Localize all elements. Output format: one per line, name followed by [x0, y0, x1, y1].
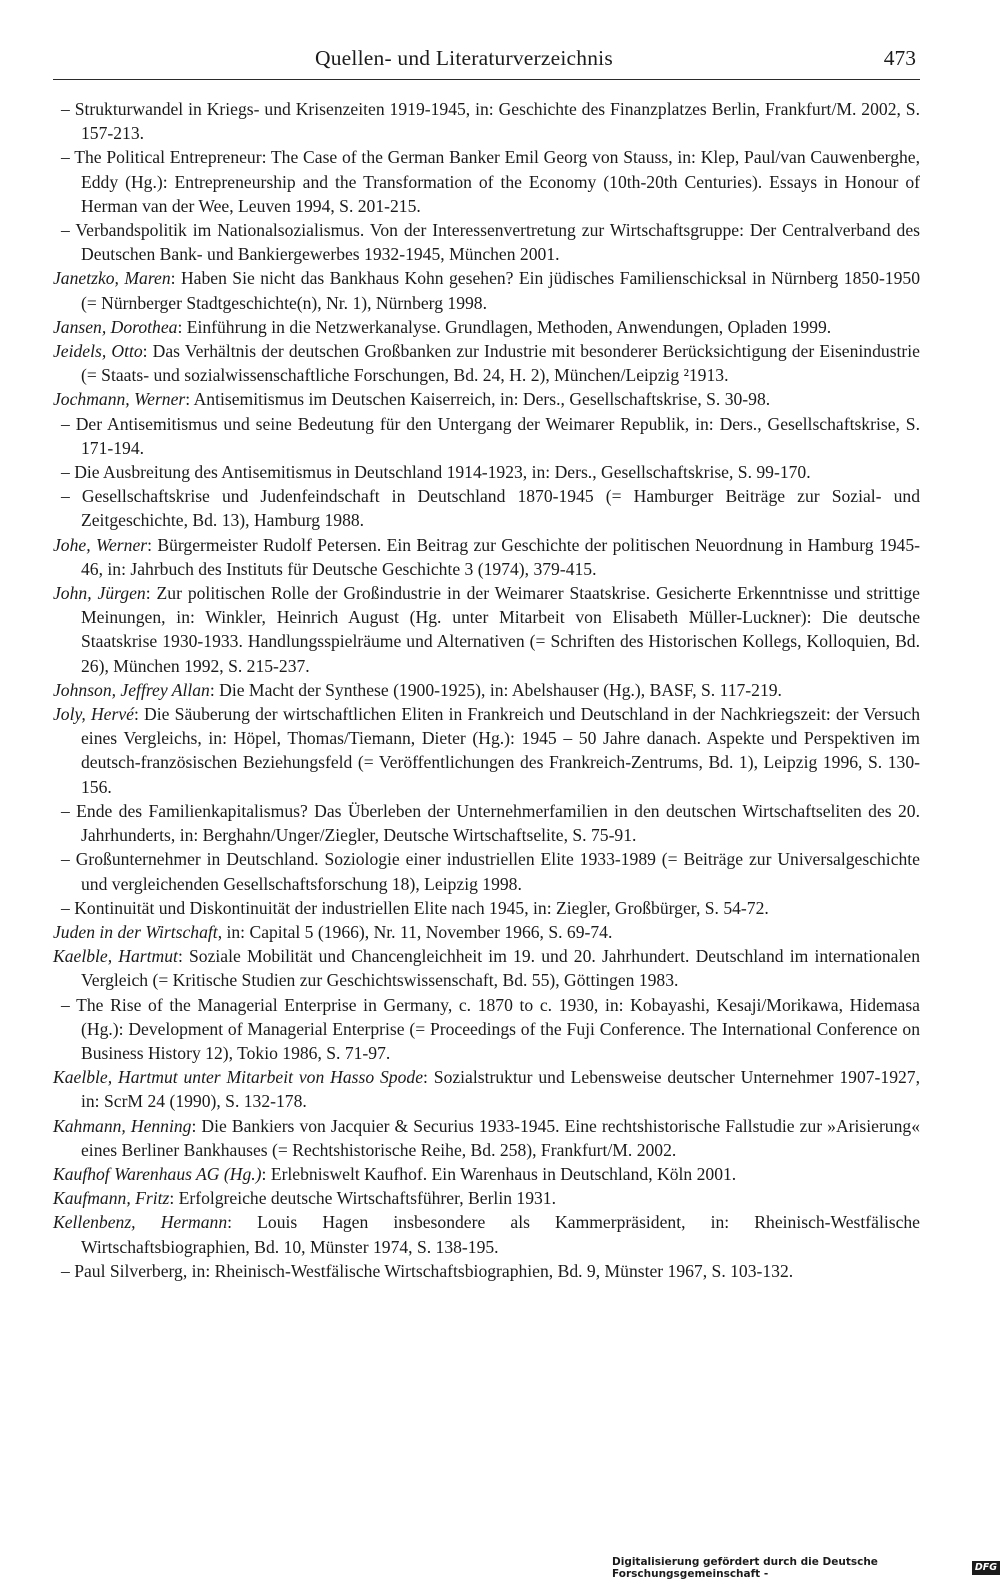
bibliography-entry [53, 896, 920, 920]
entry-text: : Soziale Mobilität und Chancengleichheit im 19. und 20. Jahrhundert. Deutschland im internationalen Vergleich (= Kritische Studien zur Geschichtswissenschaft, Bd. 55), Göttingen 1983. [81, 946, 920, 991]
entry-author: Johnson, Jeffrey Allan [53, 679, 210, 700]
entry-author: Kaelble, Hartmut unter Mitarbeit von Hasso Spode [53, 1067, 424, 1088]
bibliography-entry [53, 1162, 920, 1186]
entry-author: Kaufhof Warenhaus AG (Hg.) [53, 1163, 262, 1184]
bibliography-entry [53, 920, 920, 944]
page-number: 473 [883, 46, 916, 70]
bibliography-entry [53, 266, 920, 314]
bibliography-entry [53, 799, 920, 847]
entry-text: : Haben Sie nicht das Bankhaus Kohn gesehen? Ein jüdisches Familienschicksal in Nürnberg 1850-1950 (= Nürnberger Stadtgeschichte(n), Nr. 1), Nürnberg 1998. [81, 268, 920, 313]
entry-text: – Strukturwandel in Kriegs- und Krisenzeiten 1919-1945, in: Geschichte des Finanzplatzes Berlin, Frankfurt/M. 2002, S. 157-213. [61, 99, 920, 144]
digitization-footer [612, 1556, 1000, 1580]
entry-text: – Gesellschaftskrise und Judenfeindschaft in Deutschland 1870-1945 (= Hamburger Beiträge zur Sozial- und Zeitgeschichte, Bd. 13), Hamburg 1988. [61, 486, 920, 531]
bibliography-entry [53, 993, 920, 1066]
entry-author: Kellenbenz, Hermann [53, 1212, 228, 1233]
entry-author: Joly, Hervé [53, 704, 134, 725]
entry-text: – Die Ausbreitung des Antisemitismus in Deutschland 1914-1923, in: Ders., Gesellschaftskrise, S. 99-170. [61, 462, 811, 483]
entry-text: : Einführung in die Netzwerkanalyse. Grundlagen, Methoden, Anwendungen, Opladen 1999. [177, 316, 832, 337]
bibliography-entry [53, 1186, 920, 1210]
entry-text: : Die Säuberung der wirtschaftlichen Eliten in Frankreich und Deutschland in der Nachkriegszeit: der Versuch eines Vergleichs, in: Höpel, Thomas/Tiemann, Dieter (Hg.): 1945 – 50 Jahre danach. Aspekte und Perspektiven im deutsch-französischen Beziehungsfeld (= Veröffentlichungen des Frankreich-Zentrums, Bd. 1), Leipzig 1996, S. 130-156. [81, 704, 921, 797]
entry-author: Kaelble, Hartmut [53, 946, 178, 967]
entry-author: John, Jürgen [53, 583, 146, 604]
entry-text: : Erfolgreiche deutsche Wirtschaftsführer, Berlin 1931. [169, 1188, 556, 1209]
entry-author: Juden in der Wirtschaft [53, 921, 218, 942]
bibliography-list [53, 97, 920, 1283]
entry-text: – The Political Entrepreneur: The Case of the German Banker Emil Georg von Stauss, in: Klep, Paul/van Cauwenberghe, Eddy (Hg.): Entrepreneurship and the Transformation of the Economy (10th-20th Centuries). Essays in Honour of Herman van der Wee, Leuven 1994, S. 201-215. [61, 147, 920, 216]
entry-author: Jeidels, Otto [53, 341, 143, 362]
entry-text: : Die Bankiers von Jacquier & Securius 1933-1945. Eine rechtshistorische Fallstudie zur »Arisierung« eines Berliner Bankhauses (= Rechtshistorische Reihe, Bd. 258), Frankfurt/M. 2002. [81, 1115, 920, 1160]
running-header-title: Quellen- und Literaturverzeichnis [315, 46, 613, 70]
bibliography-entry [53, 1065, 920, 1113]
entry-author: Janetzko, Maren [53, 268, 171, 289]
bibliography-entry [53, 533, 920, 581]
bibliography-entry [53, 944, 920, 992]
entry-text: : Die Macht der Synthese (1900-1925), in: Abelshauser (Hg.), BASF, S. 117-219. [209, 679, 782, 700]
bibliography-entry [53, 1114, 920, 1162]
bibliography-entry [53, 412, 920, 460]
entry-text: : Louis Hagen insbesondere als Kammerpräsident, in: Rheinisch-Westfälische Wirtschaftsbiographien, Bd. 10, Münster 1974, S. 138-195. [81, 1212, 920, 1257]
bibliography-entry [53, 678, 920, 702]
entry-author: Kahmann, Henning [53, 1115, 192, 1136]
entry-author: Jochmann, Werner [53, 389, 186, 410]
dfg-logo: DFG [972, 1561, 1000, 1575]
entry-text: – Paul Silverberg, in: Rheinisch-Westfälische Wirtschaftsbiographien, Bd. 9, Münster 1967, S. 103-132. [61, 1260, 794, 1281]
entry-text: – Ende des Familienkapitalismus? Das Überleben der Unternehmerfamilien in den deutschen Wirtschaftseliten des 20. Jahrhunderts, in: Berghahn/Unger/Ziegler, Deutsche Wirtschaftselite, S. 75-91. [61, 800, 920, 846]
bibliography-entry [53, 339, 920, 387]
bibliography-entry [53, 702, 920, 799]
bibliography-entry [53, 387, 920, 411]
entry-text: – Der Antisemitismus und seine Bedeutung für den Untergang der Weimarer Republik, in: Ders., Gesellschaftskrise, S. 171-194. [61, 413, 920, 458]
bibliography-entry [53, 97, 920, 145]
bibliography-entry [53, 145, 920, 218]
entry-text: : Antisemitismus im Deutschen Kaiserreich, in: Ders., Gesellschaftskrise, S. 30-98. [185, 389, 771, 410]
running-header [53, 43, 920, 80]
entry-text: : Sozialstruktur und Lebensweise deutscher Unternehmer 1907-1927, in: ScrM 24 (1990), S. 132-178. [81, 1067, 920, 1112]
entry-author: Kaufmann, Fritz [53, 1188, 170, 1209]
bibliography-entry [53, 484, 920, 532]
entry-text: – Kontinuität und Diskontinuität der industriellen Elite nach 1945, in: Ziegler, Großbürger, S. 54-72. [61, 897, 769, 918]
footer-text: Digitalisierung gefördert durch die Deutsche Forschungsgemeinschaft - [612, 1556, 878, 1580]
bibliography-entry [53, 315, 920, 339]
entry-text: – Großunternehmer in Deutschland. Soziologie einer industriellen Elite 1933-1989 (= Beiträge zur Universalgeschichte und vergleichenden Gesellschaftsforschung 18), Leipzig 1998. [61, 849, 920, 894]
bibliography-entry [53, 581, 920, 678]
bibliography-entry [53, 847, 920, 895]
bibliography-entry [53, 1210, 920, 1258]
entry-author: Jansen, Dorothea [53, 316, 178, 337]
entry-text: : Bürgermeister Rudolf Petersen. Ein Beitrag zur Geschichte der politischen Neuordnung in Hamburg 1945-46, in: Jahrbuch des Instituts für Deutsche Geschichte 3 (1974), 379-415. [81, 534, 920, 579]
entry-text: : Erlebniswelt Kaufhof. Ein Warenhaus in Deutschland, Köln 2001. [261, 1163, 737, 1184]
bibliography-entry [53, 218, 920, 266]
entry-text: : Das Verhältnis der deutschen Großbanken zur Industrie mit besonderer Berücksichtigung der Eisenindustrie (= Staats- und sozialwissenschaftliche Forschungen, Bd. 24, H. 2), München/Leipzig ²1913. [81, 341, 920, 386]
bibliography-entry [53, 1259, 920, 1283]
bibliography-entry [53, 460, 920, 484]
entry-text: – Verbandspolitik im Nationalsozialismus. Von der Interessenvertretung zur Wirtschaftsgruppe: Der Centralverband des Deutschen Bank- und Bankiergewerbes 1932-1945, München 2001. [61, 220, 920, 265]
entry-text: – The Rise of the Managerial Enterprise in Germany, c. 1870 to c. 1930, in: Kobayashi, Kesaji/Morikawa, Hidemasa (Hg.): Development of Managerial Enterprise (= Proceedings of the Fuji Conference. The International Conference on Business History 12), Tokio 1986, S. 71-97. [61, 994, 920, 1063]
entry-text: , in: Capital 5 (1966), Nr. 11, November 1966, S. 69-74. [217, 921, 613, 942]
entry-text: : Zur politischen Rolle der Großindustrie in der Weimarer Staatskrise. Gesicherte Erkenntnisse und strittige Meinungen, in: Winkler, Heinrich August (Hg. unter Mitarbeit von Elisabeth Müller-Luckner): Die deutsche Staatskrise 1930-1933. Handlungsspielräume und Alternativen (= Schriften des Historischen Kollegs, Kolloquien, Bd. 26), München 1992, S. 215-237. [81, 583, 920, 676]
entry-author: Johe, Werner [53, 534, 148, 555]
